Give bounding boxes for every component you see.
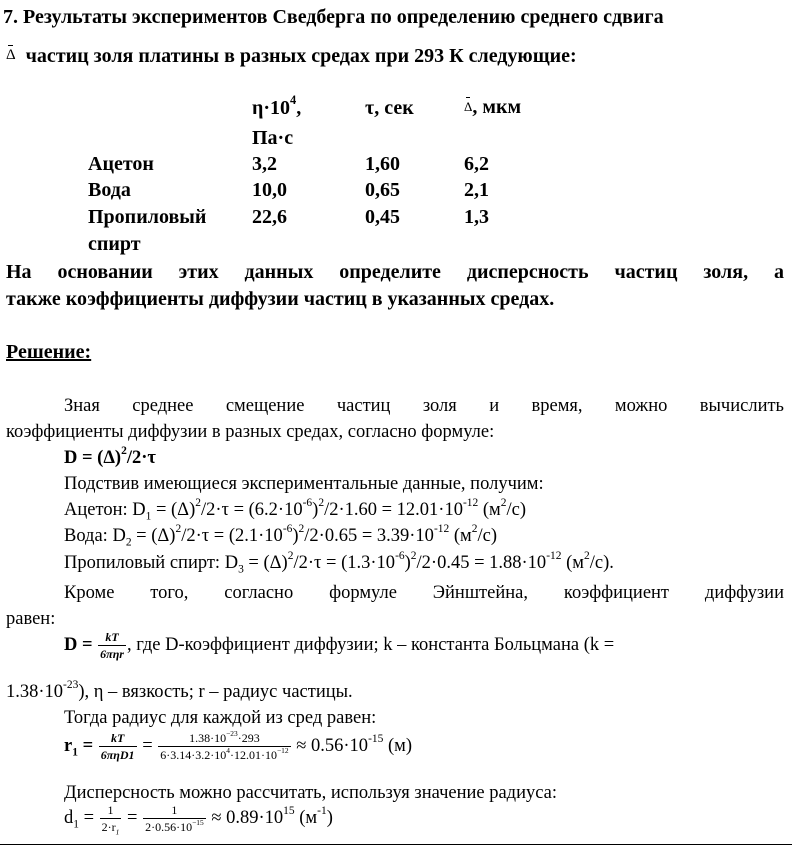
einstein-line-1: Кроме того, согласно формуле Эйнштейна, коэффициент диффузии bbox=[64, 583, 784, 603]
row-name: Ацетон bbox=[88, 153, 154, 175]
row-tau: 1,60 bbox=[365, 153, 400, 175]
row-name: Пропиловый bbox=[88, 206, 207, 228]
delta-mean-symbol: Δ bbox=[6, 42, 16, 63]
radius-fraction-numeric: $\frac{1.38\cdot 10^{-23}\cdot 293}{6\cdot 3.14\cdot 3.2\cdot 10^4\cdot 12.01\cdot 10^{-12}}$ bbox=[160, 728, 289, 762]
table-header-unit: Па·с bbox=[252, 127, 294, 149]
solution-intro-2: коэффициенты диффузии в разных средах, согласно формуле: bbox=[6, 422, 495, 442]
calc-water: Вода: $D_2 = (\Delta)^2/2\cdot\tau = (2.1\cdot 10^{-6})^2/2\cdot 0.65 = 3.39\cdot 10^{-12}$ $(м^2/c)$ bbox=[64, 523, 497, 549]
row-delta: 6,2 bbox=[464, 153, 489, 175]
dispersity-intro: Дисперсность можно рассчитать, используя значение радиуса: bbox=[64, 783, 558, 803]
table-header-delta: Δ, мкм bbox=[464, 96, 522, 118]
row-delta: 2,1 bbox=[464, 179, 489, 201]
calc-acetone: Ацетон: $D_1 = (\Delta)^2/2\cdot\tau = (6.2\cdot 10^{-6})^2/2\cdot 1.60 = 12.01\cdot 10^{-12}$ $(м^2/c)$ bbox=[64, 497, 527, 523]
row-name-cont: спирт bbox=[88, 233, 141, 255]
page-bottom-rule bbox=[0, 844, 792, 845]
boltzmann-line: $1.38\cdot 10^{-23}$), η – вязкость; r – радиус частицы. bbox=[6, 679, 353, 702]
einstein-fraction: $\frac{kT}{\text{6πηr}}$ bbox=[100, 630, 124, 661]
formula-diffusion: $D = (\Delta)^2/2\cdot\tau$ bbox=[64, 445, 156, 468]
solution-intro-1: Зная среднее смещение частиц золя и время, можно вычислить bbox=[64, 396, 784, 416]
row-eta: 3,2 bbox=[252, 153, 277, 175]
problem-question-1: На основании этих данных определите дисперсность частиц золя, а bbox=[6, 261, 784, 283]
problem-line-2: Δ частиц золя платины в разных средах при 293 К следующие: bbox=[6, 42, 577, 68]
radius-intro: Тогда радиус для каждой из сред равен: bbox=[64, 708, 377, 728]
dispersity-fraction-numeric: $\frac{1}{2\cdot 0.56\cdot 10^{-15}}$ bbox=[145, 803, 204, 834]
calc-propyl: Пропиловый спирт: $D_3 = (\Delta)^2/2\cdot\tau = (1.3\cdot 10^{-6})^2/2\cdot 0.45 = 1.88\cdot 10^{-12}$ $(м^2/c)$. bbox=[64, 550, 614, 576]
problem-line-1: 7. Результаты экспериментов Сведберга по определению среднего сдвига bbox=[3, 6, 664, 28]
radius-fraction-symbolic: $\frac{kT}{\text{6πηD1}}$ bbox=[100, 731, 135, 762]
einstein-line-2: равен: bbox=[6, 609, 56, 629]
row-eta: 10,0 bbox=[252, 179, 287, 201]
problem-question-2: также коэффициенты диффузии частиц в указанных средах. bbox=[6, 288, 555, 310]
row-tau: 0,45 bbox=[365, 206, 400, 228]
einstein-formula: D = $\frac{kT}{\text{6πηr}}$ , где D-коэффициент диффузии; k – константа Больцмана (k = bbox=[64, 630, 615, 661]
row-tau: 0,65 bbox=[365, 179, 400, 201]
table-header-tau: τ, сек bbox=[365, 97, 414, 119]
solution-heading: Решение: bbox=[6, 341, 92, 363]
table-header-eta: $\eta\cdot 10^4$, bbox=[252, 93, 302, 119]
row-name: Вода bbox=[88, 179, 131, 201]
dispersity-formula: $d_1$ = $\frac{1}{2\cdot r_1}$ = $\frac{1}{2\cdot 0.56\cdot 10^{-15}}$ ≈ $0.89\cdot 10^{15}$ $(м^{-1})$ bbox=[64, 803, 333, 837]
dispersity-fraction-symbolic: $\frac{1}{2\cdot r_1}$ bbox=[101, 803, 120, 837]
row-delta: 1,3 bbox=[464, 206, 489, 228]
substitution-intro: Подствив имеющиеся экспериментальные данные, получим: bbox=[64, 474, 544, 494]
radius-formula: $r_1$ = $\frac{kT}{\text{6πηD1}}$ = $\frac{1.38\cdot 10^{-23}\cdot 293}{6\cdot 3.14\cdot 3.2\cdot 10^4\cdot 12.01\cdot 10^{-12}}$ ≈ $0.56\cdot 10^{-15}$ (м) bbox=[64, 728, 413, 762]
row-eta: 22,6 bbox=[252, 206, 287, 228]
